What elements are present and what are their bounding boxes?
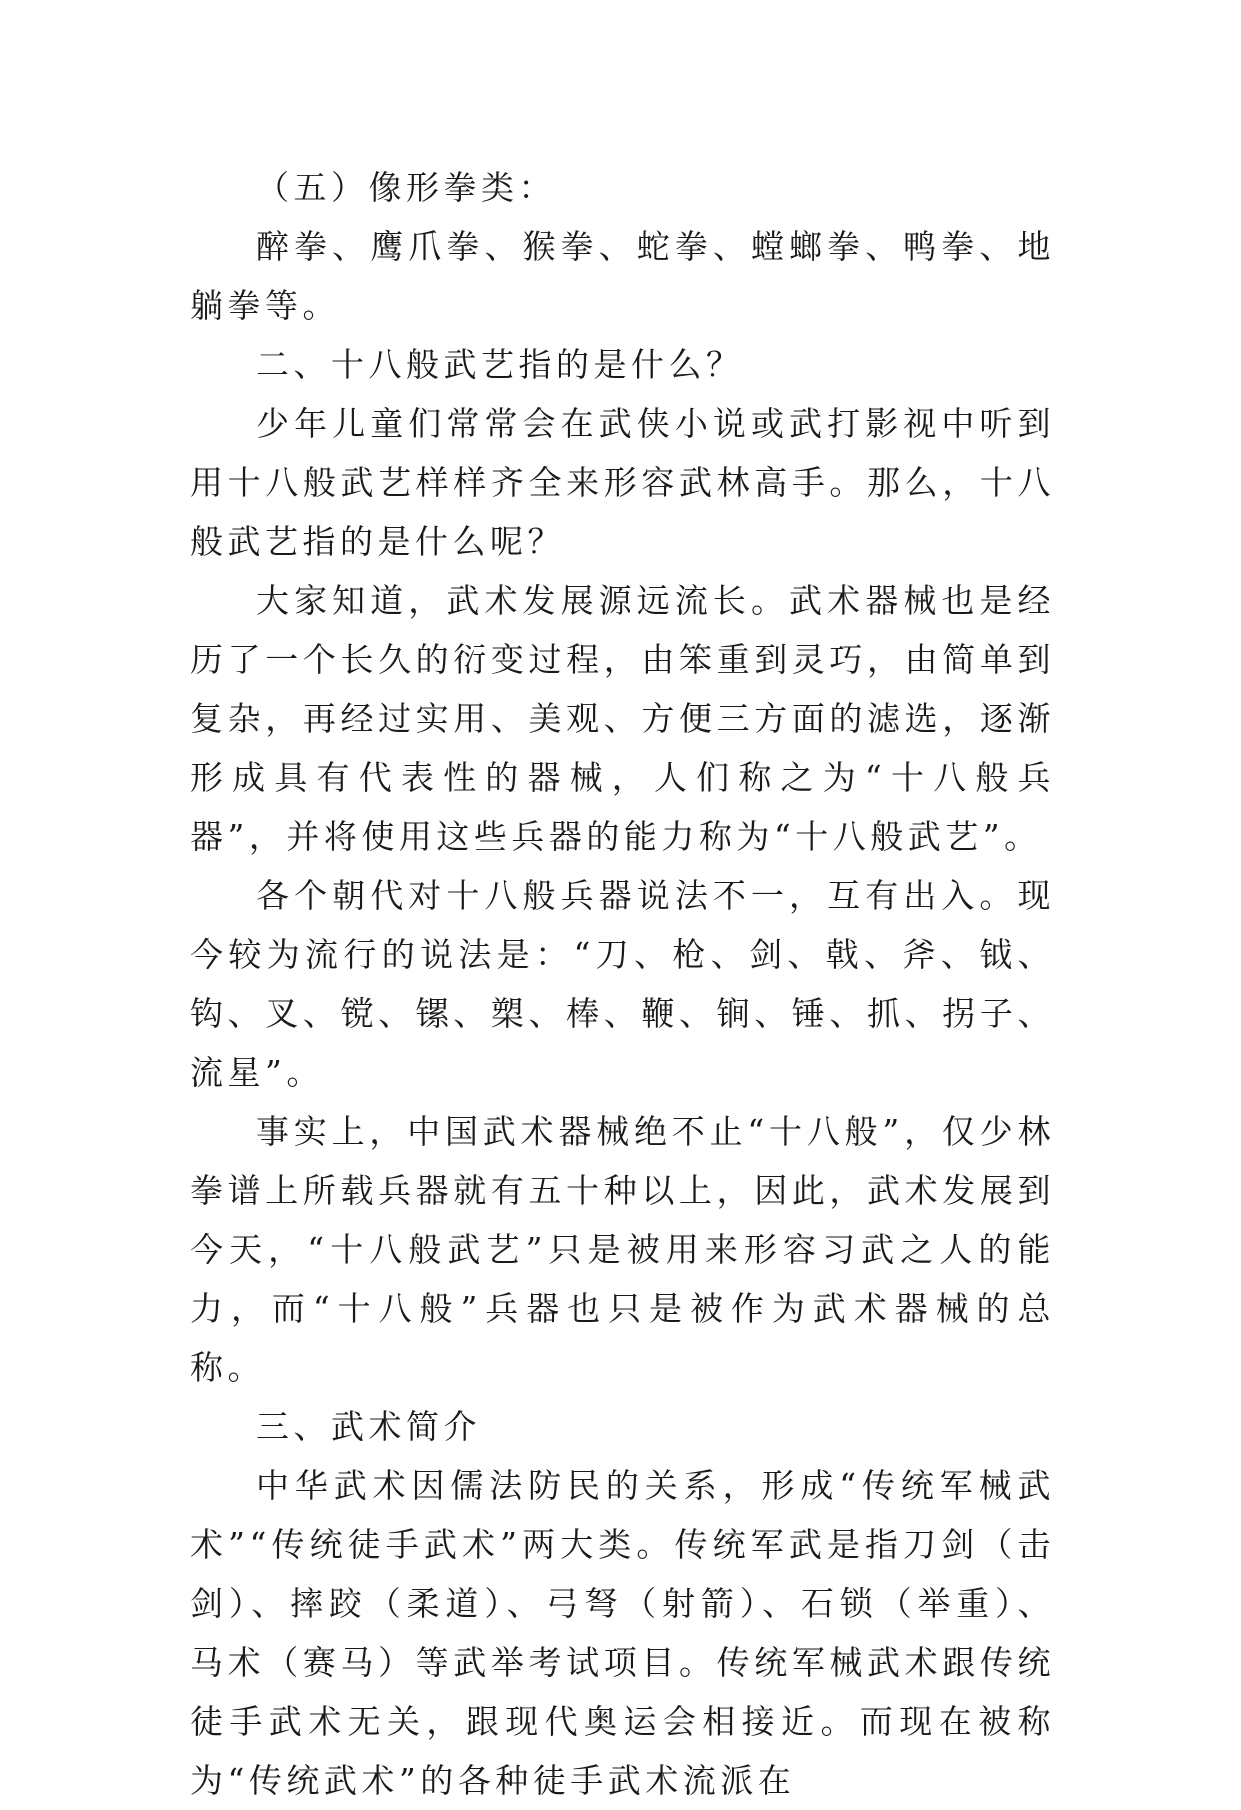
section-heading-imitative-boxing: （五）像形拳类： (256, 168, 556, 207)
paragraph-wushu-intro: 中华武术因儒法防民的关系，形成“传统军械武术”“传统徒手武术”两大类。传统军武是指刀剑（击剑）、摔跤（柔道）、弓弩（射箭）、石锁（举重）、马术（赛马）等武举考试项目。传统军械武术跟传统徒手武术无关，跟现代奥运会相接近。而现在被称为“传统武术”的各种徒手武术流派在 (190, 1466, 1055, 1800)
paragraph-weapons-list: 各个朝代对十八般兵器说法不一，互有出入。现今较为流行的说法是：“刀、枪、剑、戟、斧、钺、钩、叉、镋、镙、槊、棒、鞭、锏、锤、抓、拐子、流星”。 (190, 876, 1055, 1092)
paragraph-eighteen-arts-question: 少年儿童们常常会在武侠小说或武打影视中听到用十八般武艺样样齐全来形容武林高手。那么，十八般武艺指的是什么呢？ (190, 404, 1055, 561)
section-heading-wushu-intro: 三、武术简介 (256, 1407, 481, 1446)
paragraph-imitative-boxing-list: 醉拳、鹰爪拳、猴拳、蛇拳、螳螂拳、鸭拳、地躺拳等。 (190, 227, 1055, 325)
paragraph-more-than-eighteen: 事实上，中国武术器械绝不止“十八般”，仅少林拳谱上所载兵器就有五十种以上，因此，武术发展到今天，“十八般武艺”只是被用来形容习武之人的能力，而“十八般”兵器也只是被作为武术器械的总称。 (190, 1112, 1055, 1387)
paragraph-weapons-evolution: 大家知道，武术发展源远流长。武术器械也是经历了一个长久的衍变过程，由笨重到灵巧，由简单到复杂，再经过实用、美观、方便三方面的滤选，逐渐形成具有代表性的器械，人们称之为“十八般兵器”，并将使用这些兵器的能力称为“十八般武艺”。 (190, 581, 1055, 856)
document-body (190, 158, 1055, 1810)
section-heading-eighteen-arts: 二、十八般武艺指的是什么？ (256, 345, 744, 384)
